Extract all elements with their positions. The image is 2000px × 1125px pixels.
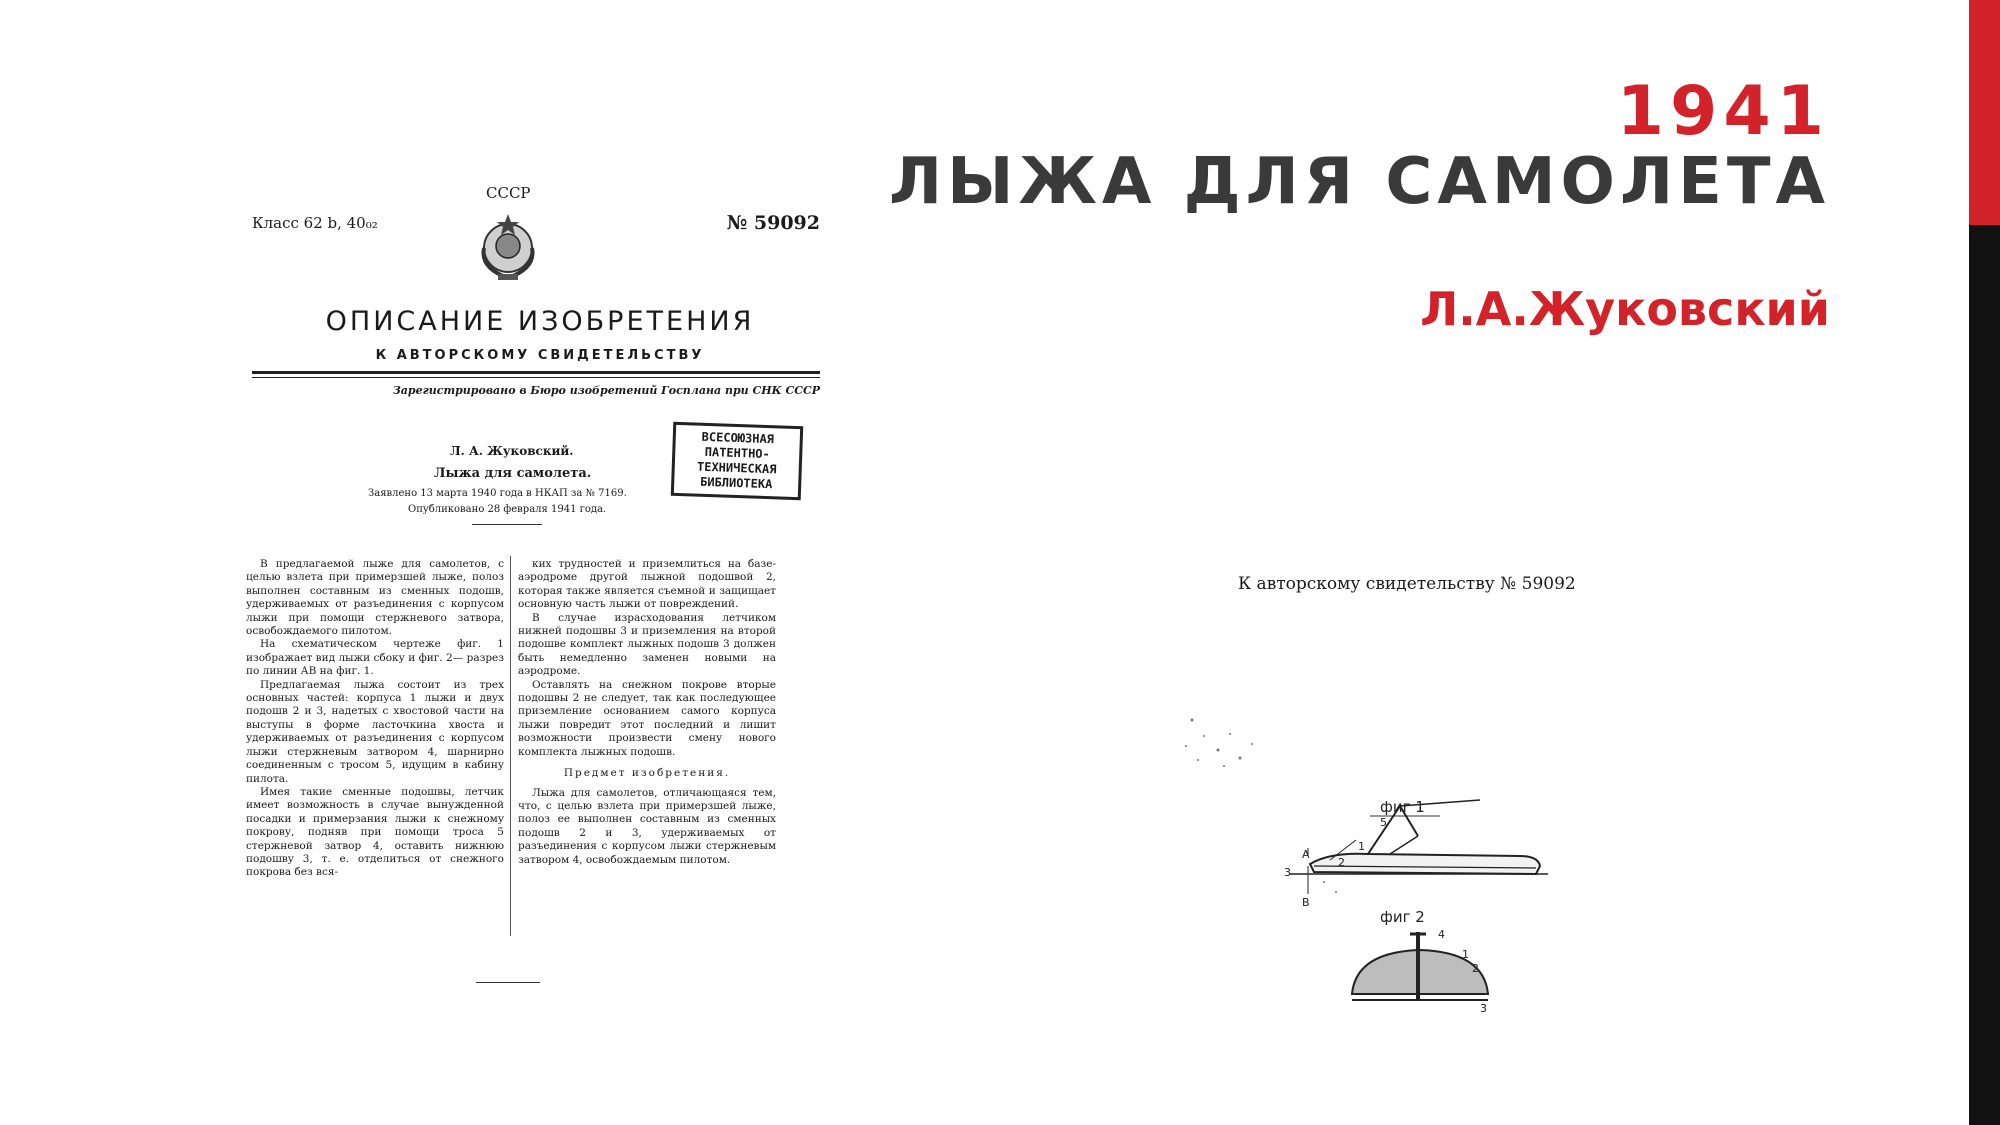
doc-title: Лыжа для самолета. [434,466,592,481]
drawing-sheet [1100,560,1720,1020]
doc-heading: ОПИСАНИЕ ИЗОБРЕТЕНИЯ [325,306,755,337]
doc-rule-thin [252,377,820,378]
fig2-cross-section [1352,932,1488,1000]
fig2-mark: 3 [1480,1002,1487,1015]
doc-paragraph: Предлагаемая лыжа состоит из трех основных частей: корпуса 1 лыжи и двух подошв 2 и 3, надетых с хвостовой части на выступы в форме ласточкина хвоста и удерживаемых от разъединения с корпусом лыжи стержневым затвором 4, шарнирно соединенным с тросом 5, идущим в кабину пилота. [246,678,504,785]
stamp-line: ПАТЕНТНО- [704,444,771,462]
doc-paragraph: Имея такие сменные подошвы, летчик имеет возможность в случае вынужденной посадки и примерзания лыжи к снежному покрову, подняв при помощи троса 5 стержневой затвор 4, оставить нижнюю подошву 3, т. е. отделиться от снежного покрова без вся- [246,785,504,879]
fig1-mark: 3 [1284,866,1291,879]
column-divider [510,556,511,936]
doc-published: Опубликовано 28 февраля 1941 года. [408,504,607,515]
library-stamp [671,422,804,500]
doc-paragraph: ких трудностей и приземлиться на базе-аэродроме другой лыжной подошвой 2, которая также является съемной и защищает основную часть лыжи от повреждений. [518,558,776,611]
doc-registered: Зарегистрировано в Бюро изобретений Госплана при СНК СССР [392,384,820,397]
patent-document-scan [240,178,840,1008]
doc-short-rule [472,524,542,525]
doc-right-column [518,558,776,867]
doc-paragraph: В предлагаемой лыже для самолетов, с целью взлета при примерзшей лыже, полоз выполнен составным из сменных подошв, удерживаемых от разъединения с корпусом лыжи при помощи стержневого затвора, освобождаемого пилотом. [246,558,504,638]
slide-year: 1941 [1616,72,1830,151]
claim-text: Лыжа для самолетов, отличающаяся тем, что, с целью взлета при примерзшей лыже, полоз ее выполнен составным из сменных подошв 2 и 3, удерживаемых от разъединения с корпусом лыжи стержневым затвором 4, освобождаемым пилотом. [518,786,776,866]
doc-subheading: К АВТОРСКОМУ СВИДЕТЕЛЬСТВУ [375,348,705,363]
fig2-mark: 4 [1438,928,1445,941]
stamp-line: ВСЕСОЮЗНАЯ [701,429,775,447]
certificate-caption: К авторскому свидетельству № 59092 [1238,574,1576,594]
accent-bar-dark [1969,225,2000,1125]
doc-paragraph: В случае израсходования летчиком нижней подошвы 3 и приземления на второй подошве комплект лыжных подошв 3 должен быть немедленно заменен новыми на аэродроме. [518,611,776,678]
fig2-label: фиг 2 [1380,908,1425,926]
slide-title: ЛЫЖА ДЛЯ САМОЛЕТА [889,145,1830,219]
fig1-label: фиг 1 [1380,798,1425,816]
doc-number: № 59092 [726,212,820,234]
stamp-line: БИБЛИОТЕКА [699,474,773,492]
doc-paragraph: На схематическом чертеже фиг. 1 изображает вид лыжи сбоку и фиг. 2— разрез по линии АВ на фиг. 1. [246,638,504,678]
ussr-emblem-icon [468,206,548,286]
stamp-line: ТЕХНИЧЕСКАЯ [696,459,777,477]
claim-heading: Предмет изобретения. [563,767,731,780]
slide-author: Л.А.Жуковский [1420,282,1830,336]
doc-left-column [246,558,504,880]
doc-class: Класс 62 b, 40₀₂ [252,214,378,232]
patent-drawing [1100,560,1720,1020]
doc-filed: Заявлено 13 марта 1940 года в НКАП за № 7169. [368,488,627,499]
doc-author: Л. А. Жуковский. [450,444,574,458]
doc-bottom-rule [476,982,540,983]
doc-rule [252,371,820,374]
fig1-mark: B [1302,896,1310,909]
fig2-mark: 1 [1462,948,1469,961]
doc-paragraph: Оставлять на снежном покрове вторые подошвы 2 не следует, так как последующее приземление основанием самого корпуса лыжи повредит этот последний и лишит возможности произвести смену нового комплекта лыжных подошв. [518,678,776,758]
fig1-mark: 5 [1380,816,1387,829]
accent-bar-red [1969,0,2000,225]
fig1-mark: A [1302,848,1310,861]
doc-ussr: СССР [486,184,531,202]
fig1-mark: 2 [1338,856,1345,869]
fig2-mark: 2 [1472,962,1479,975]
fig1-mark: 1 [1358,840,1365,853]
